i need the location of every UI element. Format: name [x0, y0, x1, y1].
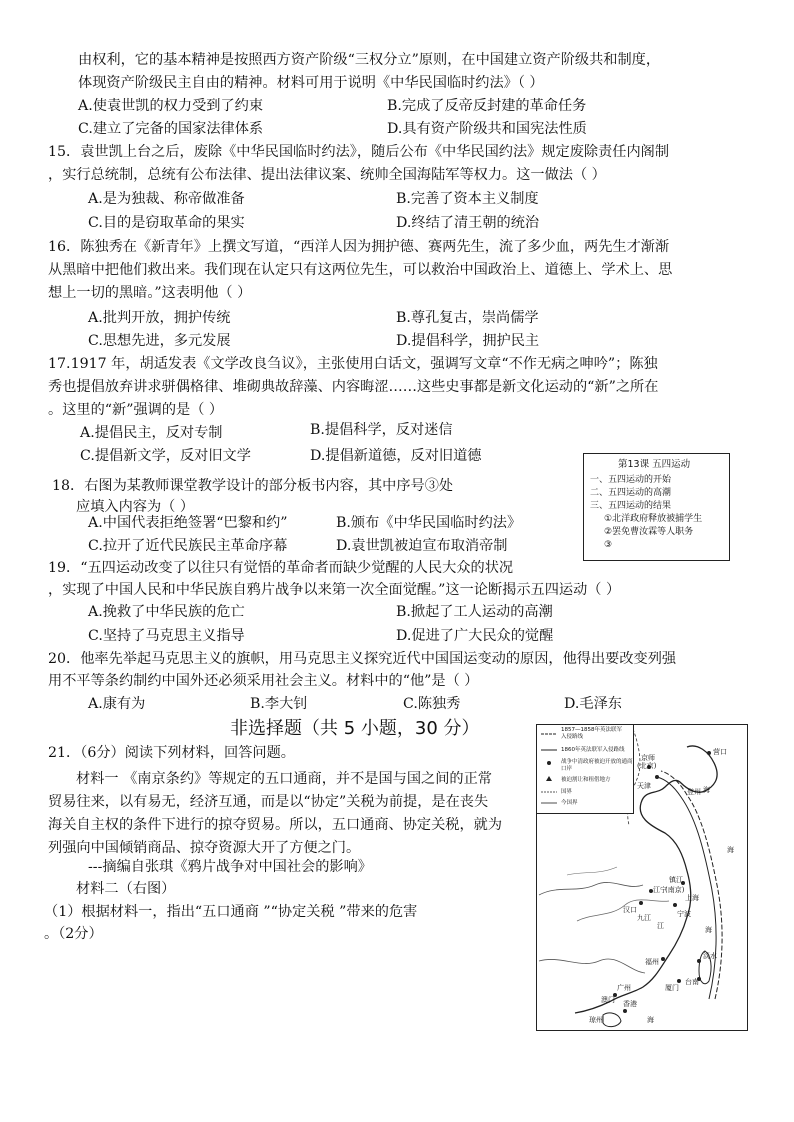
- board-title: 第13课 五四运动: [618, 459, 691, 470]
- q21-subquestion1-line2: 。（2分）: [44, 926, 103, 942]
- board-line-3: 三、五四运动的结果: [590, 501, 672, 511]
- legend-route-1857: 1857—1858年英法联军: [561, 727, 622, 733]
- q19-stem-line1: 19．“五四运动改变了以往只有觉悟的革命者而缺少觉醒的人民大众的状况: [48, 560, 514, 576]
- q18-option-d[interactable]: D.袁世凯被迫宣布取消帝制: [336, 538, 508, 554]
- q17-stem-line1: 17.1917 年，胡适发表《文学改良刍议》，主张使用白话文，强调写文章“不作无病之呻吟”；陈独: [48, 356, 658, 372]
- q15-option-c[interactable]: C.目的是窃取革命的果实: [88, 215, 245, 231]
- q21-material1-source: ---摘编自张琪《鸦片战争对中国社会的影响》: [88, 859, 372, 875]
- map-label-sea-1: 海: [703, 786, 710, 794]
- map-label-sea-2: 海: [727, 846, 734, 854]
- map-label-aomen: 澳门: [601, 996, 615, 1004]
- board-line-6: ③: [604, 540, 613, 550]
- legend-route-1860: 1860年英法联军入侵路线: [561, 747, 625, 753]
- map-label-tianjin: 天津: [637, 782, 651, 790]
- legend-border: 国界: [561, 789, 573, 795]
- map-label-jiang: 江: [657, 922, 664, 930]
- war-route-map: [536, 724, 748, 1031]
- q18-option-a[interactable]: A.中国代表拒绝签署“巴黎和约”: [88, 515, 288, 531]
- q19-stem-line2: ，实现了中国人民和中华民族自鸦片战争以来第一次全面觉醒。”这一论断揭示五四运动（ ）: [48, 582, 621, 598]
- q20-option-d[interactable]: D.毛泽东: [564, 696, 622, 712]
- map-label-qiongzhou: 琼州: [589, 1016, 603, 1024]
- legend-ports-b: 口岸: [561, 766, 573, 772]
- section-title: 非选择题（共 5 小题，30 分）: [230, 718, 480, 739]
- board-line-2: 二、五四运动的高潮: [590, 488, 672, 498]
- q21-material1-line3: 海关自主权的条件下进行的掠夺贸易。所以，五口通商、协定关税，就为: [48, 817, 503, 833]
- q14-option-a[interactable]: A.使袁世凯的权力受到了约束: [78, 98, 264, 114]
- map-label-guangzhou: 广州: [617, 984, 631, 992]
- q15-stem-line2: ，实行总统制，总统有公布法律、提出法律议案、统帅全国海陆军等权力。这一做法（ ）: [48, 167, 606, 183]
- q17-option-d[interactable]: D.提倡新道德，反对旧道德: [310, 448, 482, 464]
- q21-material1-line2: 贸易往来，以有易无，经济互通，而是以“协定”关税为前提，是在丧失: [48, 794, 489, 810]
- q16-option-b[interactable]: B.尊孔复古，崇尚儒学: [396, 310, 539, 326]
- map-label-yingkou: 营口: [713, 748, 727, 756]
- legend-route-1857-b: 入侵路线: [561, 734, 584, 740]
- q15-option-a[interactable]: A.是为独裁、称帝做准备: [88, 191, 245, 207]
- q16-option-c[interactable]: C.思想先进，多元发展: [88, 333, 231, 349]
- map-label-xiamen: 厦门: [665, 984, 679, 992]
- legend-ceded: 被迫割让和租借地方: [561, 777, 611, 783]
- map-label-beijing: 京师: [641, 754, 655, 762]
- q18-option-c[interactable]: C.拉开了近代民族民主革命序幕: [88, 538, 288, 554]
- q16-stem-line2: 从黑暗中把他们救出来。我们现在认定只有这两位先生，可以救治中国政治上、道德上、学术上、思: [48, 262, 673, 278]
- map-legend: [537, 725, 634, 814]
- q21-material2-title: 材料二（右图）: [76, 881, 176, 897]
- q19-option-d[interactable]: D.促进了广大民众的觉醒: [396, 628, 554, 644]
- q21-stem: 21．（6分）阅读下列材料，回答问题。: [48, 745, 295, 761]
- map-label-shanghai: 上海: [685, 894, 699, 902]
- q18-stem-line2: 应填入内容为（ ）: [76, 499, 195, 515]
- map-label-beijing-paren: (北京): [637, 762, 657, 770]
- q14-option-d[interactable]: D.具有资产阶级共和国宪法性质: [387, 121, 587, 137]
- q15-option-b[interactable]: B.完善了资本主义制度: [396, 191, 539, 207]
- q19-option-a[interactable]: A.挽救了中华民族的危亡: [88, 604, 245, 620]
- q21-material1-line4: 列强向中国倾销商品、掠夺资源大开了方便之门。: [48, 840, 361, 856]
- q14-option-c[interactable]: C.建立了完备的国家法律体系: [78, 121, 264, 137]
- q16-option-a[interactable]: A.批判开放，拥护传统: [88, 310, 231, 326]
- board-line-1: 一、五四运动的开始: [590, 475, 672, 485]
- q14-stem-line1: 由权利，它的基本精神是按照西方资产阶级“三权分立”原则，在中国建立资产阶级共和制度，: [78, 52, 661, 68]
- map-label-fuzhou: 福州: [645, 958, 659, 966]
- map-label-ningbo: 宁波: [677, 910, 691, 918]
- q17-stem-line2: 秀也提倡放弃讲求骈偶格律、堆砌典故辞藻、内容晦涩……这些史事都是新文化运动的“新”之所在: [48, 379, 659, 395]
- q16-option-d[interactable]: D.提倡科学，拥护民主: [396, 333, 540, 349]
- legend-current-border: 今国界: [561, 800, 578, 806]
- q16-stem-line1: 16．陈独秀在《新青年》上撰文写道，“西洋人因为拥护德、赛两先生，流了多少血，两先生才渐渐: [48, 239, 670, 255]
- q18-stem-line1: 18．右图为某教师课堂教学设计的部分板书内容，其中序号③处: [52, 478, 454, 494]
- q20-stem-line2: 用不平等条约制约中国外还必须采用社会主义。材料中的“他”是（ ）: [48, 673, 479, 689]
- map-label-zhenjiang: 镇江: [669, 876, 683, 884]
- q17-option-c[interactable]: C.提倡新文学，反对旧文学: [80, 448, 251, 464]
- q18-option-b[interactable]: B.颁布《中华民国临时约法》: [336, 515, 522, 531]
- map-label-jiangning: 江宁: [653, 886, 667, 894]
- q14-option-b[interactable]: B.完成了反帝反封建的革命任务: [387, 98, 587, 114]
- legend-symbols: [537, 725, 633, 813]
- q17-option-a[interactable]: A.提倡民主，反对专制: [80, 425, 223, 441]
- q19-option-b[interactable]: B.掀起了工人运动的高潮: [396, 604, 553, 620]
- map-label-sea-3: 海: [705, 926, 712, 934]
- blackboard-image: [583, 453, 730, 561]
- q17-stem-line3: 。这里的“新”强调的是（ ）: [48, 402, 224, 418]
- map-label-tainan: 台南: [685, 978, 699, 986]
- map-label-dengzhou: 登州: [687, 788, 701, 796]
- q15-stem-line1: 15．袁世凯上台之后，废除《中华民国临时约法》，随后公布《中华民国约法》规定废除责任内阁制: [48, 144, 670, 160]
- q20-stem-line1: 20．他率先举起马克思主义的旗帜，用马克思主义探究近代中国国运变动的原因，他得出要改变列强: [48, 651, 677, 667]
- q14-stem-line2: 体现资产阶级民主自由的精神。材料可用于说明《中华民国临时约法》（ ）: [78, 75, 544, 91]
- q16-stem-line3: 想上一切的黑暗。”这表明他（ ）: [48, 285, 252, 301]
- q20-option-c[interactable]: C.陈独秀: [403, 696, 461, 712]
- q21-material1-line1: 材料一 《南京条约》等规定的五口通商，并不是国与国之间的正常: [76, 771, 492, 787]
- map-label-danshui: 淡水: [703, 952, 717, 960]
- map-label-nanjing: (南京): [665, 886, 685, 894]
- q20-option-a[interactable]: A.康有为: [88, 696, 146, 712]
- legend-ports: 战争中清政府被迫开放的通商: [561, 759, 633, 765]
- q21-subquestion1-line1: （1）根据材料一，指出“五口通商 ”“协定关税 ”带来的危害: [44, 904, 418, 920]
- board-line-5: ②罢免曹汝霖等人职务: [604, 527, 694, 537]
- q17-option-b[interactable]: B.提倡科学，反对迷信: [310, 422, 453, 438]
- q20-option-b[interactable]: B.李大钊: [250, 696, 308, 712]
- board-line-4: ①北洋政府释放被捕学生: [604, 514, 703, 524]
- map-label-hongkong: 香港: [623, 1000, 637, 1008]
- map-label-sea-4: 海: [647, 1016, 654, 1024]
- map-label-jiujiang: 九江: [637, 914, 651, 922]
- q19-option-c[interactable]: C.坚持了马克思主义指导: [88, 628, 245, 644]
- q15-option-d[interactable]: D.终结了清王朝的统治: [396, 215, 540, 231]
- map-label-hankou: 汉口: [623, 906, 637, 914]
